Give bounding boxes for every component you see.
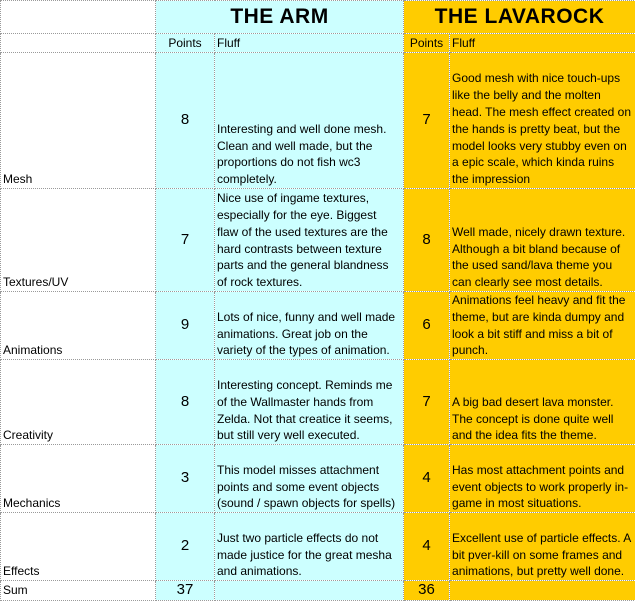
arm-points-header[interactable]: Points	[156, 34, 215, 53]
table-row	[1, 292, 635, 360]
lava-fluff-cell[interactable]: Animations feel heavy and fit the theme, but are kinda dumpy and look a bit stiff and miss a bit of punch.	[450, 292, 635, 360]
title-row	[1, 1, 635, 34]
category-creativity[interactable]: Creativity	[1, 360, 156, 445]
arm-fluff-cell[interactable]: Lots of nice, funny and well made animations. Great job on the variety of the types of animation.	[215, 292, 404, 360]
lava-points-cell[interactable]: 8	[404, 189, 450, 292]
lava-points-cell[interactable]: 4	[404, 445, 450, 513]
arm-fluff-header[interactable]: Fluff	[215, 34, 404, 53]
lava-fluff-cell[interactable]: Has most attachment points and event objects to work properly in-game in most situations.	[450, 445, 635, 513]
table-row	[1, 445, 635, 513]
lava-sum-cell[interactable]: 36	[404, 581, 450, 601]
category-animations[interactable]: Animations	[1, 292, 156, 360]
sum-row	[1, 581, 635, 601]
lava-points-cell[interactable]: 4	[404, 513, 450, 581]
arm-points-cell[interactable]: 8	[156, 53, 215, 189]
arm-sum-cell[interactable]: 37	[156, 581, 215, 601]
lava-points-header[interactable]: Points	[404, 34, 450, 53]
lava-fluff-cell[interactable]: Well made, nicely drawn texture. Although a bit bland because of the used sand/lava theme you can clearly see most details.	[450, 189, 635, 292]
sum-label[interactable]: Sum	[1, 581, 156, 601]
lava-sum-blank[interactable]	[450, 581, 635, 601]
blank-cell[interactable]	[1, 1, 156, 34]
arm-fluff-cell[interactable]: Just two particle effects do not made justice for the great mesha and animations.	[215, 513, 404, 581]
lava-points-cell[interactable]: 7	[404, 53, 450, 189]
arm-fluff-cell[interactable]: This model misses attachment points and some event objects (sound / spawn objects for spells)	[215, 445, 404, 513]
arm-points-cell[interactable]: 9	[156, 292, 215, 360]
header-row	[1, 34, 635, 53]
blank-cell[interactable]	[1, 34, 156, 53]
lava-fluff-header[interactable]: Fluff	[450, 34, 635, 53]
lava-points-cell[interactable]: 6	[404, 292, 450, 360]
category-effects[interactable]: Effects	[1, 513, 156, 581]
arm-points-cell[interactable]: 3	[156, 445, 215, 513]
table-row	[1, 513, 635, 581]
arm-title[interactable]: THE ARM	[156, 1, 404, 34]
arm-fluff-cell[interactable]: Interesting and well done mesh. Clean and well made, but the proportions do not fish wc3 completely.	[215, 53, 404, 189]
arm-points-cell[interactable]: 8	[156, 360, 215, 445]
category-mechanics[interactable]: Mechanics	[1, 445, 156, 513]
lavarock-title[interactable]: THE LAVAROCK	[404, 1, 635, 34]
arm-points-cell[interactable]: 7	[156, 189, 215, 292]
arm-fluff-cell[interactable]: Interesting concept. Reminds me of the Wallmaster hands from Zelda. Not that creatice it seems, but still very well executed.	[215, 360, 404, 445]
arm-fluff-cell[interactable]: Nice use of ingame textures, especially for the eye. Biggest flaw of the used textures are the hard contrasts between texture parts and the general blandness of rock textures.	[215, 189, 404, 292]
table-row	[1, 189, 635, 292]
table-row	[1, 360, 635, 445]
lava-points-cell[interactable]: 7	[404, 360, 450, 445]
category-textures-uv[interactable]: Textures/UV	[1, 189, 156, 292]
arm-points-cell[interactable]: 2	[156, 513, 215, 581]
lava-fluff-cell[interactable]: Excellent use of particle effects. A bit pver-kill on some frames and animations, but pretty well done.	[450, 513, 635, 581]
lava-fluff-cell[interactable]: Good mesh with nice touch-ups like the belly and the molten head. The mesh effect created on the hands is pretty beat, but the model looks very stubby even on a epic scale, which kinda ruins the impression	[450, 53, 635, 189]
lava-fluff-cell[interactable]: A big bad desert lava monster. The concept is done quite well and the idea fits the theme.	[450, 360, 635, 445]
arm-sum-blank[interactable]	[215, 581, 404, 601]
table-row	[1, 53, 635, 189]
category-mesh[interactable]: Mesh	[1, 53, 156, 189]
